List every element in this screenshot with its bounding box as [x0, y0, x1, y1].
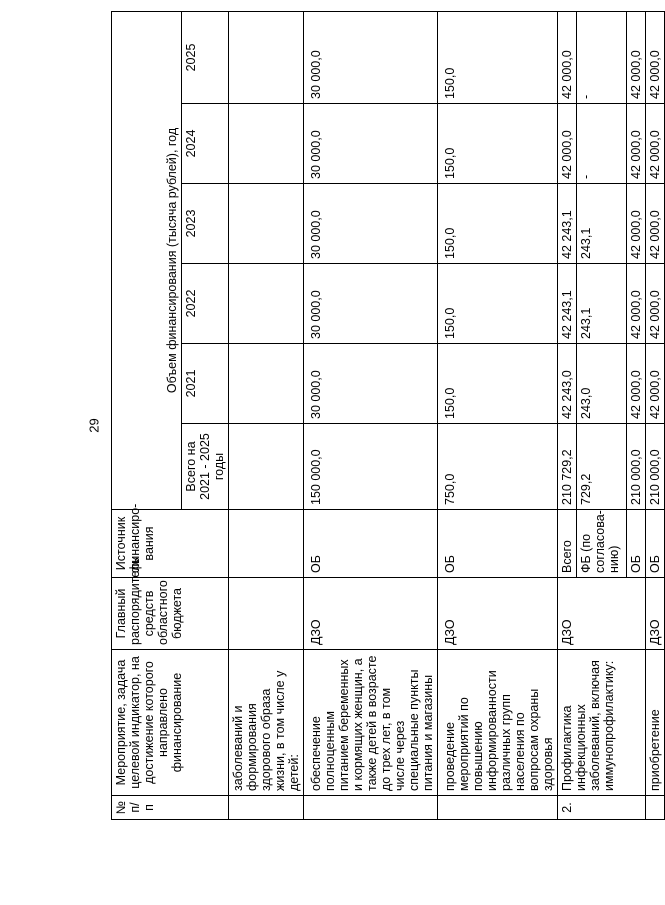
row-total: 729,2 — [577, 424, 627, 510]
row-2023 — [229, 184, 304, 264]
row-measure: обеспечение полноценным питанием беременных и кормящих женщин, а также детей в возрасте до трех лет, в том числе через специальные пункты питания и магазины — [304, 650, 438, 796]
row-2025: 42 000,0 — [646, 11, 665, 103]
row-measure: приобретение — [646, 650, 665, 796]
row-2022: 150,0 — [438, 264, 558, 344]
table-row — [646, 11, 665, 819]
row-num — [438, 796, 558, 820]
row-2021: 30 000,0 — [304, 344, 438, 424]
row-2023: 42 000,0 — [627, 184, 646, 264]
row-source — [229, 510, 304, 578]
row-distributor: ДЗО — [438, 578, 558, 650]
row-2021: 150,0 — [438, 344, 558, 424]
row-measure: заболеваний и формирования здорового образа жизни, в том числе у детей: — [229, 650, 304, 796]
row-2025 — [229, 11, 304, 103]
row-source: ОБ — [646, 510, 665, 578]
row-2025: 150,0 — [438, 11, 558, 103]
table-row — [304, 11, 438, 819]
table-row — [229, 11, 304, 819]
row-2021: 243,0 — [577, 344, 627, 424]
row-2021: 42 000,0 — [627, 344, 646, 424]
row-2024: 42 000,0 — [646, 104, 665, 184]
row-total: 150 000,0 — [304, 424, 438, 510]
table-row — [558, 11, 577, 819]
header-total: Всего на 2021 - 2025 годы — [182, 424, 229, 510]
row-2024 — [229, 104, 304, 184]
row-measure: проведение мероприятий по повышению информированности различных групп населения по вопросам охраны здоровья — [438, 650, 558, 796]
row-2023: 30 000,0 — [304, 184, 438, 264]
row-2022: 243,1 — [577, 264, 627, 344]
row-distributor: ДЗО — [304, 578, 438, 650]
row-source: ОБ — [438, 510, 558, 578]
row-source: ОБ — [627, 510, 646, 578]
header-source: Источник финансиро-вания — [112, 510, 229, 578]
row-2024: 42 000,0 — [627, 104, 646, 184]
header-year-2022: 2022 — [182, 264, 229, 344]
header-measure: Мероприятие, задача целевой индикатор, на достижение которого направлено финансирование — [112, 650, 229, 796]
row-total: 210 729,2 — [558, 424, 577, 510]
row-2022: 42 000,0 — [627, 264, 646, 344]
row-2022 — [229, 264, 304, 344]
row-total — [229, 424, 304, 510]
row-source: ФБ (по согласова-нию) — [577, 510, 627, 578]
row-total: 750,0 — [438, 424, 558, 510]
row-2023: 150,0 — [438, 184, 558, 264]
row-num: 2. — [558, 796, 646, 820]
row-distributor: ДЗО — [558, 578, 646, 650]
row-total: 210 000,0 — [646, 424, 665, 510]
header-year-2025: 2025 — [182, 11, 229, 103]
row-2021: 42 243,0 — [558, 344, 577, 424]
row-distributor — [229, 578, 304, 650]
row-2023: 42 243,1 — [558, 184, 577, 264]
row-distributor: ДЗО — [646, 578, 665, 650]
row-2025: - — [577, 11, 627, 103]
header-num: № п/п — [112, 796, 229, 820]
row-2024: 42 000,0 — [558, 104, 577, 184]
header-year-2023: 2023 — [182, 184, 229, 264]
row-2021 — [229, 344, 304, 424]
row-num — [646, 796, 665, 820]
row-total: 210 000,0 — [627, 424, 646, 510]
row-2024: 150,0 — [438, 104, 558, 184]
row-2022: 42 243,1 — [558, 264, 577, 344]
page-number: 29 — [86, 418, 102, 433]
header-year-2024: 2024 — [182, 104, 229, 184]
rotated-page — [111, 12, 662, 820]
row-2025: 30 000,0 — [304, 11, 438, 103]
row-measure: Профилактика инфекционных заболеваний, включая иммунопрофилактику: — [558, 650, 646, 796]
header-row — [112, 11, 182, 819]
row-2025: 42 000,0 — [558, 11, 577, 103]
row-2024: 30 000,0 — [304, 104, 438, 184]
financing-table — [111, 11, 665, 820]
header-distributor: Главный распорядитель средств областного бюджета — [112, 578, 229, 650]
header-volume: Объем финансирования (тысяча рублей), год — [112, 11, 182, 509]
table-wrapper — [111, 12, 662, 820]
row-2025: 42 000,0 — [627, 11, 646, 103]
row-2022: 42 000,0 — [646, 264, 665, 344]
row-num — [229, 796, 304, 820]
row-2023: 243,1 — [577, 184, 627, 264]
row-2024: - — [577, 104, 627, 184]
table-row — [438, 11, 558, 819]
row-source: Всего — [558, 510, 577, 578]
header-year-2021: 2021 — [182, 344, 229, 424]
row-2022: 30 000,0 — [304, 264, 438, 344]
row-num — [304, 796, 438, 820]
row-source: ОБ — [304, 510, 438, 578]
row-2021: 42 000,0 — [646, 344, 665, 424]
row-2023: 42 000,0 — [646, 184, 665, 264]
